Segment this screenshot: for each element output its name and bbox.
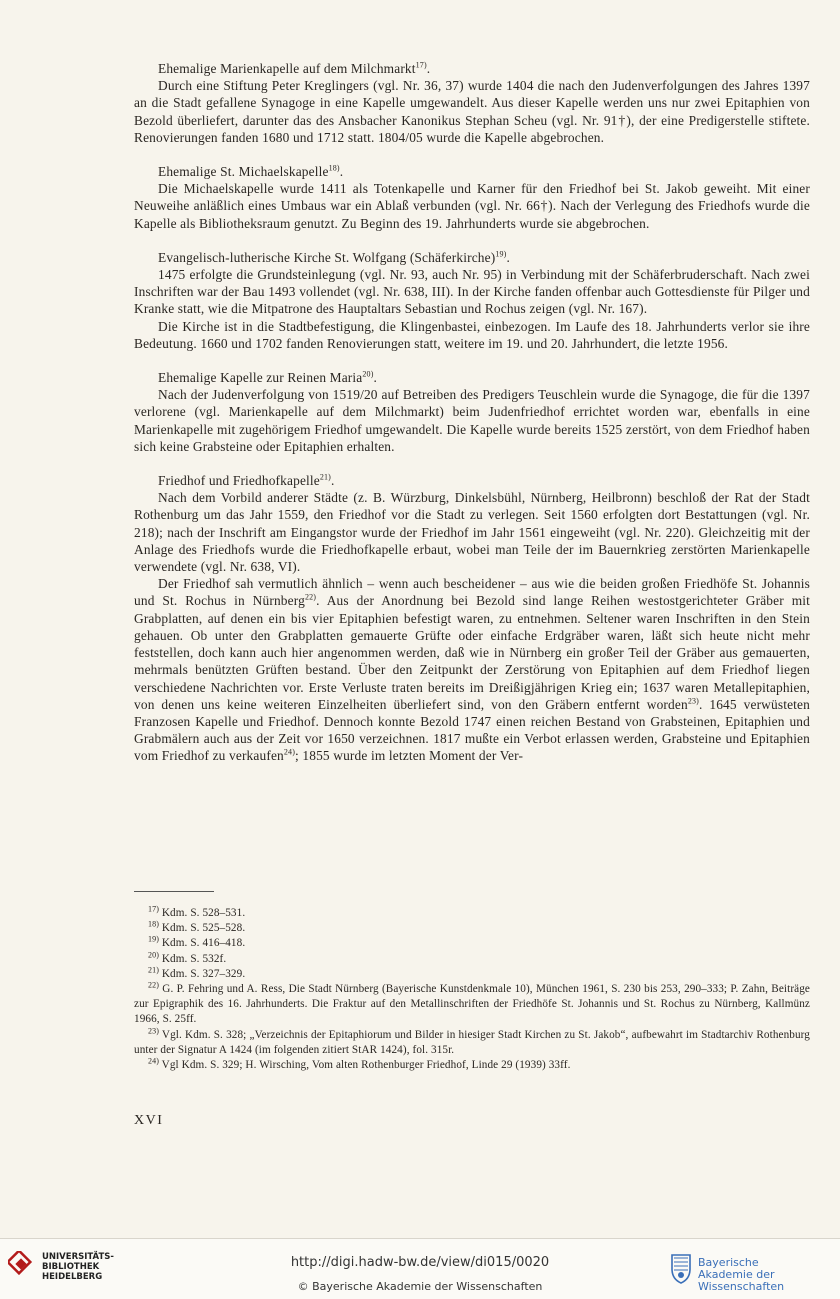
footnote-ref[interactable]: 24) <box>283 747 296 757</box>
section-heading: Friedhof und Friedhofkapelle$^{21)}$. <box>158 472 335 489</box>
footnote: $^{21)}$ Kdm. S. 327–329. <box>148 965 246 980</box>
section-heading: Ehemalige Marienkapelle auf dem Milchmarkt$^{17)}$. <box>158 60 431 76</box>
baw-logo[interactable] <box>668 1251 838 1291</box>
copyright-notice: © Bayerische Akademie der Wissenschaften <box>297 1280 543 1293</box>
footnote: $^{17)}$ Kdm. S. 528–531. <box>148 904 246 919</box>
section-reine-maria <box>134 369 810 455</box>
footnote: $^{18)}$ Kdm. S. 525–528. <box>148 919 246 935</box>
footnote-ref[interactable]: 21) <box>319 472 331 482</box>
footnote-ref[interactable]: 17) <box>415 60 427 70</box>
footnote-ref[interactable]: 20) <box>362 369 374 379</box>
footnotes <box>134 906 810 1073</box>
footnote-ref[interactable]: 23) <box>687 696 699 706</box>
section-friedhof <box>134 472 810 764</box>
bavarian-lion-crest-icon <box>668 1251 700 1287</box>
main-text <box>134 60 810 782</box>
page-number: XVI <box>134 1113 164 1128</box>
section-st-wolfgang <box>134 249 810 352</box>
ub-heidelberg-name: UNIVERSITÄTS- BIBLIOTHEK HEIDELBERG <box>42 1252 114 1282</box>
footnote-ref[interactable]: 18) <box>328 163 340 173</box>
paragraph: Nach der Judenverfolgung von 1519/20 auf Betreiben des Predigers Teuschlein wurde die Synagoge, die für die 1397 verlorene (vgl. Marienkapelle auf dem Milchmarkt) beim Judenfriedhof errichtet worden war, ebenfalls in eine Marienkapelle mit zugehörigem Friedhof umgewandelt. Die Kapelle wurde bereits 1525 zerstört, von dem Friedhof haben sich keine Grabsteine oder Epitaphien erhalten. <box>134 387 810 454</box>
footnote: $^{23)}$ Vgl. Kdm. S. 328; „Verzeichnis der Epitaphiorum und Bilder in hiesiger Stadt Kirchen zu St. Jakob“, aufbewahrt im Stadtarchiv Rothenburg unter der Signatur A 1424 (im folgenden zitiert StAR 1424), fol. 315r. <box>134 1025 810 1056</box>
footnote-ref[interactable]: 22) <box>304 593 317 603</box>
section-heading: Ehemalige St. Michaelskapelle$^{18)}$. <box>158 163 344 180</box>
footnote: $^{19)}$ Kdm. S. 416–418. <box>148 934 246 950</box>
paragraph: Die Kirche ist in die Stadtbefestigung, die Klingenbastei, einbezogen. Im Laufe des 18. Jahrhunderts verlor sie ihre Bedeutung. 1660 und 1702 fanden Renovierungen statt, weitere im 19. und 20. Jahrhundert, die letzte 1956. <box>134 318 810 351</box>
paragraph: 1475 erfolgte die Grundsteinlegung (vgl. Nr. 93, auch Nr. 95) in Verbindung mit der Schäferbruderschaft. Nach zwei Inschriften war der Bau 1493 vollendet (vgl. Nr. 638, III). In der Kirche fanden offenbar auch Gottesdienste für Pilger und Kranke statt, wie die Mitpatrone des Hauptaltars Sebastian und Rochus zeigen (vgl. Nr. 167). <box>134 267 810 317</box>
footnote-divider <box>134 891 214 892</box>
paragraph: Die Michaelskapelle wurde 1411 als Totenkapelle und Karner für den Friedhof bei St. Jakob geweiht. Mit einer Neuweihe anläßlich eines Umbaus war ein Ablaß verbunden (vgl. Nr. 66†). Nach der Verlegung des Friedhofs wurde die Kapelle als Bibliotheksraum genutzt. Zu Beginn des 19. Jahrhunderts wurde sie abgebrochen. <box>134 181 810 231</box>
paragraph: Der Friedhof sah vermutlich ähnlich – wenn auch bescheidener – aus wie die beiden großen Friedhöfe St. Johannis und St. Rochus in Nürnberg$^{22)}$. Aus der Anordnung bei Bezold sind lange Reihen westostgerichteter Gräber mit Grabplatten, auf denen ein bis vier Epitaphien befestigt waren, zu entnehmen. Seltener waren Inschriften in den Stein gehauen. Ob unter den Grabplatten gemauerte Grüfte oder einfache Erdgräber waren, läßt sich heute nicht mehr feststellen, doch kann auch hier angenommen werden, daß wie in Nürnberg ein großer Teil der Gräber aus gemauerten, mehrmals benützten Grüften bestand. Über den Zeitpunkt der Zerstörung von Epitaphien auf dem Friedhof liegen verschiedene Nachrichten vor. Erste Verluste traten bereits im Dreißigjährigen Krieg ein; 1637 waren Metallepitaphien, von denen uns keine weiteren Einzelheiten überliefert sind, von den Gräbern entfernt worden$^{23)}$. 1645 verwüsteten Franzosen Kapelle und Friedhof. Dennoch konnte Bezold 1747 einen reichen Bestand von Grabsteinen, Epitaphien und Grabmälern auch aus der Zeit vor 1650 verzeichnen. 1817 mußte ein Verbot erlassen werden, Grabsteine und Epitaphien vom Friedhof zu verkaufen$^{24)}$; 1855 wurde im letzten Moment der Ver- <box>134 576 810 764</box>
page-footer <box>0 1238 840 1299</box>
footnote: $^{20)}$ Kdm. S. 532f. <box>148 949 227 965</box>
baw-name: Bayerische Akademie der Wissenschaften <box>698 1256 785 1293</box>
paragraph: Durch eine Stiftung Peter Kreglingers (vgl. Nr. 36, 37) wurde 1404 die nach den Judenverfolgungen des Jahres 1397 an die Stadt gefallene Synagoge in eine Kapelle umgewandelt. Aus dieser Kapelle werden uns nur zwei Epitaphien von Bezold überliefert, darunter das des Ansbacher Kanonikus Stephan Scheu (vgl. Nr. 91†), der eine Predigerstelle stiftete. Renovierungen fanden 1680 und 1712 statt. 1804/05 wurde die Kapelle abgebrochen. <box>134 78 810 145</box>
section-heading: Ehemalige Kapelle zur Reinen Maria$^{20)}$. <box>158 369 378 386</box>
section-heading: Evangelisch-lutherische Kirche St. Wolfgang (Schäferkirche)$^{19)}$. <box>158 249 510 265</box>
footnote: $^{22)}$ G. P. Fehring und A. Ress, Die Stadt Nürnberg (Bayerische Kunstdenkmale 10), München 1961, S. 230 bis 253, 290–333; P. Zahn, Beiträge zur Epigraphik des 16. Jahrhunderts. Die Fraktur auf den Metallinschriften der Friedhöfe St. Johannis und St. Rochus zu Nürnberg, Kallmünz 1966, S. 25ff. <box>134 980 810 1026</box>
paragraph: Nach dem Vorbild anderer Städte (z. B. Würzburg, Dinkelsbühl, Nürnberg, Heilbronn) beschloß der Rat der Stadt Rothenburg um das Jahr 1559, den Friedhof vor die Stadt zu verlegen. Seit 1560 erfolgten dort Bestattungen (vgl. Nr. 218); nach der Inschrift am Eingangstor wurde der Friedhof im Jahr 1561 eingeweiht (vgl. Nr. 220). Gleichzeitig mit der Anlage des Friedhofs wurde die Friedhofkapelle erbaut, wobei man Teile der im Bauernkrieg zerstörten Marienkapelle verwendete (vgl. Nr. 638, VI). <box>134 490 810 575</box>
section-michaelskapelle <box>134 163 810 232</box>
footnote: $^{24)}$ Vgl Kdm. S. 329; H. Wirsching, Vom alten Rothenburger Friedhof, Linde 29 (1939) 33ff. <box>148 1056 571 1072</box>
permalink-url[interactable]: http://digi.hadw-bw.de/view/di015/0020 <box>290 1255 550 1270</box>
footnote-ref[interactable]: 19) <box>495 249 507 259</box>
section-marienkapelle <box>134 60 810 146</box>
